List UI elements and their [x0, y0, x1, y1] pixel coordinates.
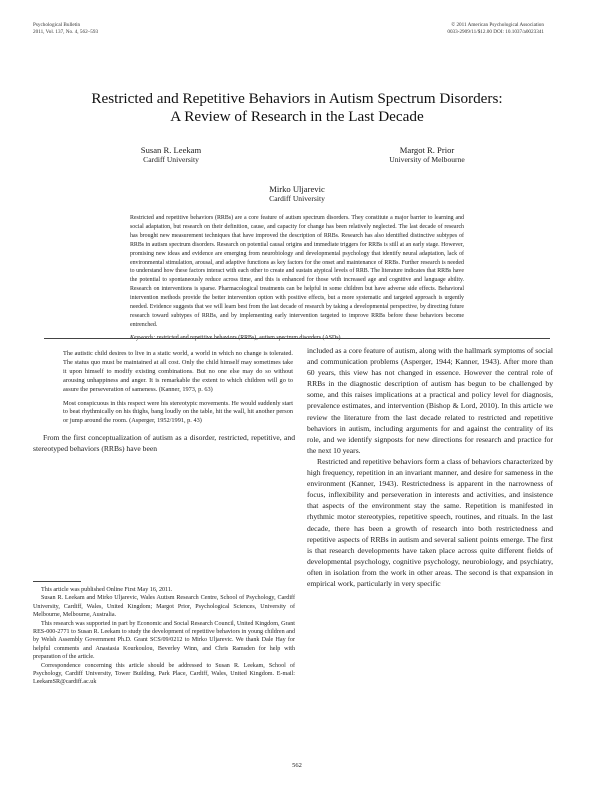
footnotes: [33, 586, 295, 687]
epigraph-quote-1: The autistic child desires to live in a static world, a world in which no change is tolerated. The status quo must be maintained at all cost. Only the child himself may sometimes take it upon himself to modify existing combinations. But no one else may do so without arousing unhappiness and anger. It is remarkable the extent to which children will go to assure the perseveration of sameness. (Kanner, 1973, p. 63): [63, 350, 293, 393]
author-name: Mirko Uljarevic: [269, 184, 325, 194]
author-block-3: [222, 184, 372, 203]
journal-name: Psychological Bulletin: [33, 22, 81, 28]
epigraph-quote-2: Most conspicuous in this respect were his stereotypic movements. He would suddenly start to beat rhythmically on his thighs, bang loudly on the table, hit the wall, hit another person or jump around the room. (Asperger, 1952/1991, p. 43): [63, 399, 293, 425]
footnote: This research was supported in part by Economic and Social Research Council, United Kingdom, Grant RES-000-2771 to Susan R. Leekam to study the development of repetitive behaviors in young children and by Welsh Assembly Government Ph.D. Grant SCS/09/0212 to Mirko Uljarevic. We thank Dale Hay for helpful comments and Anastasia Kourkoulou, Beverley Winn, and Chris Ramsden for help with preparation of the article.: [33, 620, 295, 661]
body-paragraph: Restricted and repetitive behaviors form a class of behaviors characterized by high frequency, repetition in an invariant manner, and desire for sameness in the environment (Kanner, 1943). Restrictedness is apparent in the narrowness of focus, inflexibility and perseveration in interests and activities, and insistence that aspects of the environment stay the same. Repetition is manifested in rhythmic motor stereotypies, repetitive speech, routines, and rituals. In the last decade, there has been a growth of research into both restrictedness and repetitive aspects of RRBs in autism and several salient points emerge. The first is that research developments have taken place across quite different fields of developmental psychology, cognitive psychology, neurobiology, and psychiatry, often in isolation from the work in other areas. The second is that expansion in empirical work, particularly in very specific: [307, 456, 553, 588]
footnote-divider: [33, 581, 81, 582]
footnote: Correspondence concerning this article should be addressed to Susan R. Leekam, School of Psychology, Cardiff University, Tower Building, Park Place, Cardiff, Wales, United Kingdom. E-mail: LeekamSR@cardiff.ac.uk: [33, 662, 295, 686]
journal-header-right: [447, 22, 544, 35]
footnote: Susan R. Leekam and Mirko Uljarevic, Wales Autism Research Centre, School of Psychology, Cardiff University, Cardiff, Wales, United Kingdom; Margot Prior, Psychological Sciences, University of Melbourne, Melbourne, Australia.: [33, 595, 295, 619]
journal-header-left: [33, 22, 98, 35]
article-title: [40, 90, 554, 126]
right-column: [307, 345, 553, 589]
author-block-1: [96, 145, 246, 164]
journal-issue: 2011, Vol. 137, No. 4, 562–593: [33, 28, 99, 35]
author-block-2: [352, 145, 502, 164]
doi-line: 0033-2909/11/$12.00 DOI: 10.1037/a0023341: [447, 28, 544, 35]
author-affiliation: Cardiff University: [143, 155, 199, 164]
abstract-text: Restricted and repetitive behaviors (RRBs) are a core feature of autism spectrum disorders. They constitute a major barrier to learning and social adaptation, but research on their definition, cause, and capacity for change has been relatively neglected. The last decade of research has brought new measurement techniques that have improved the description of RRBs. Research has also identified distinctive subtypes of RRBs in autism spectrum disorders. Research on potential causal origins and immediate triggers for RRBs is still at an early stage. However, promising new ideas and evidence are emerging from neurobiology and developmental psychology that identify neural adaptation, lack of environmental stimulation, arousal, and adaptive functions as key factors for the onset and maintenance of RRBs. Further research is needed to understand how these factors interact with each other to create and sustain atypical levels of RRB. The literature indicates that RRBs have the potential to spontaneously reduce across time, and this is enhanced for those with increased age and cognitive and language ability. Research on interventions is sparse. Pharmacological treatments can be helpful in some children but have adverse side effects. Behavioral intervention methods provide the better intervention option with positive effects, but a more systematic and targeted approach is urgently needed. Evidence suggests that we will learn best from the last decade of research by taking a developmental perspective, by directing future research toward subtypes of RRBs, and by implementing early intervention targeted to improve RRBs before these behaviors become entrenched.: [130, 215, 464, 328]
intro-text-left: [33, 432, 295, 454]
section-divider: [44, 338, 550, 339]
keywords-text: restricted and repetitive behaviors (RRBs), autism spectrum disorders (ASDs): [155, 334, 341, 341]
keywords-label: Keywords:: [130, 334, 156, 341]
body-paragraph: included as a core feature of autism, along with the hallmark symptoms of social and communication problems (Asperger, 1944; Kanner, 1943). After more than 60 years, this view has not changed in essence. However the central role of RRBs in the diagnostic description of autism has begun to be challenged by some, and this raises implications at a practical and policy level for diagnosis, prevalence estimates, and intervention (Bishop & Lord, 2010). In this article we review the literature from the last decade related to restricted and repetitive behaviors in autism, including arguments for and against the centrality of its role, and we identify signposts for new directions for research and practice for the next 10 years.: [307, 346, 553, 455]
title-line-1: Restricted and Repetitive Behaviors in Autism Spectrum Disorders:: [91, 90, 503, 107]
left-column: [33, 350, 295, 454]
epigraph: [33, 350, 295, 426]
title-line-2: A Review of Research in the Last Decade: [170, 108, 424, 125]
footnote: This article was published Online First May 16, 2011.: [41, 587, 173, 593]
author-name: Margot R. Prior: [399, 145, 455, 155]
body-paragraph: From the first conceptualization of autism as a disorder, restricted, repetitive, and stereotyped behaviors (RRBs) have been: [33, 433, 295, 454]
page-number: 562: [292, 762, 302, 769]
author-affiliation: Cardiff University: [269, 194, 325, 203]
author-affiliation: University of Melbourne: [389, 155, 465, 164]
abstract: [130, 214, 464, 343]
copyright-notice: © 2011 American Psychological Association: [451, 22, 544, 28]
author-name: Susan R. Leekam: [140, 145, 202, 155]
